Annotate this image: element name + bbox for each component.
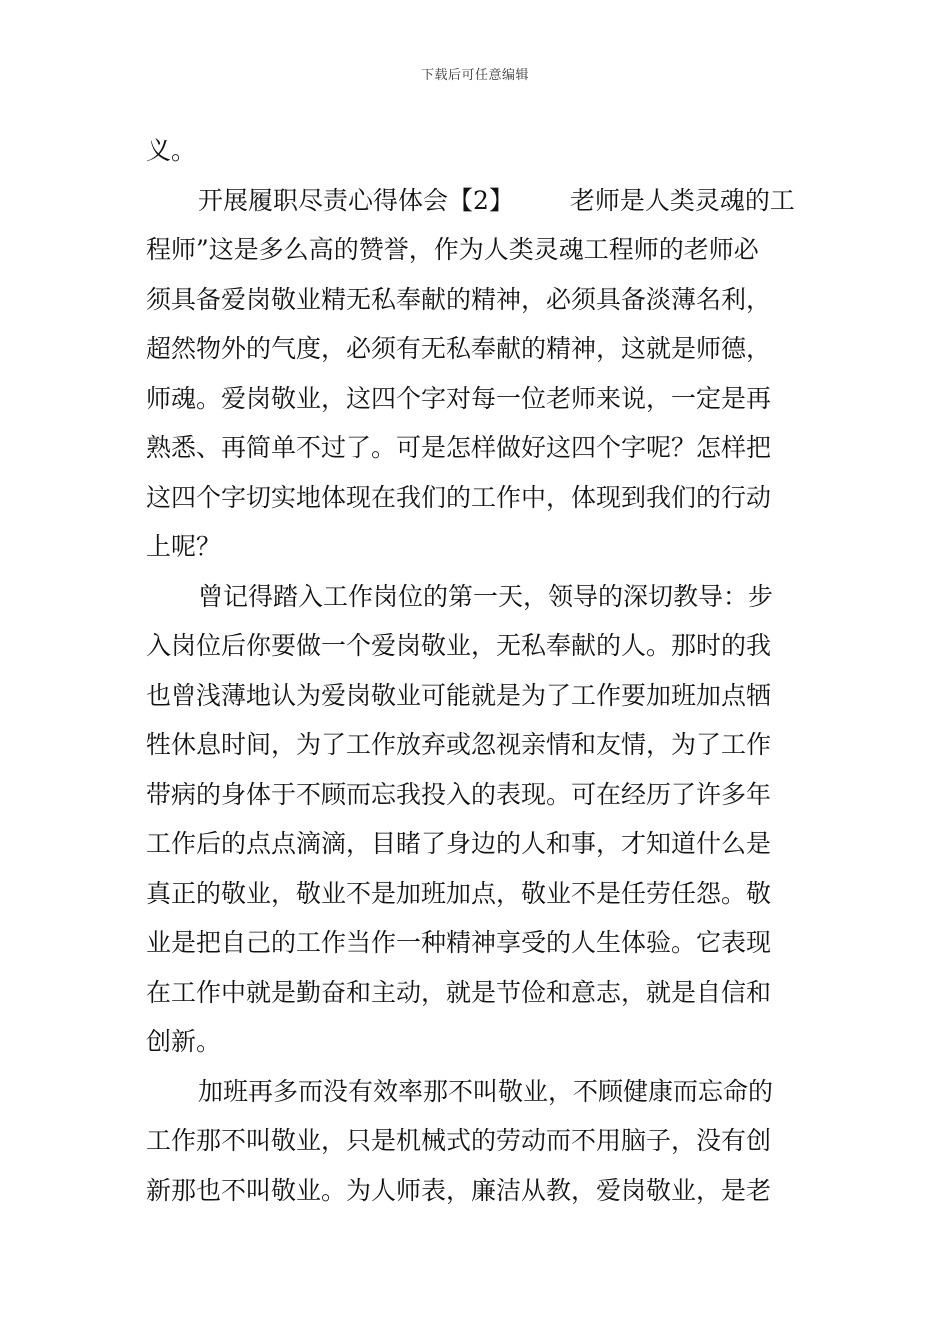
- text-line: [146, 1116, 806, 1166]
- text-line: [146, 819, 806, 869]
- line-text: 牲休息时间，为了工作放弃或忽视亲情和友情，为了工作: [146, 730, 772, 759]
- text-line: [146, 374, 806, 424]
- line-text: 业是把自己的工作当作一种精神享受的人生体验。它表现: [146, 928, 772, 957]
- text-line: [146, 918, 806, 968]
- line-text: 工作那不叫敬业，只是机械式的劳动而不用脑子，没有创: [146, 1126, 772, 1155]
- line-text: 带病的身体于不顾而忘我投入的表现。可在经历了许多年: [146, 779, 772, 809]
- line-text: 加班再多而没有效率那不叫敬业，不顾健康而忘命的: [198, 1076, 774, 1106]
- text-line: [146, 720, 806, 770]
- line-text: 这四个字切实地体现在我们的工作中，体现到我们的行动: [146, 482, 772, 512]
- text-line: [146, 176, 806, 226]
- line-text: 新那也不叫敬业。为人师表，廉洁从教，爱岗敬业，是老: [146, 1175, 772, 1205]
- text-line: [146, 572, 806, 622]
- text-line: [146, 770, 806, 820]
- text-line: [146, 126, 806, 176]
- line-text: 上呢？: [146, 532, 222, 561]
- line-text: 熟悉、再简单不过了。可是怎样做好这四个字呢？怎样把: [146, 433, 772, 462]
- text-line: [146, 621, 806, 671]
- text-line: [146, 473, 806, 523]
- document-body: [146, 126, 806, 1215]
- line-text: 师魂。爱岗敬业，这四个字对每一位老师来说，一定是再: [146, 383, 772, 413]
- text-line: [146, 1017, 806, 1067]
- line-text: 程师”这是多么高的赞誉，作为人类灵魂工程师的老师必: [146, 235, 759, 264]
- line-text: 曾记得踏入工作岗位的第一天，领导的深切教导：步: [198, 581, 774, 611]
- line-text: 入岗位后你要做一个爱岗敬业，无私奉献的人。那时的我: [146, 631, 772, 660]
- line-text: 创新。: [146, 1027, 222, 1056]
- text-line: [146, 1067, 806, 1117]
- text-line: [146, 1166, 806, 1216]
- line-text: 义。: [146, 136, 197, 165]
- page-header-note: 下载后可任意编辑: [420, 68, 529, 83]
- text-line: [146, 968, 806, 1018]
- text-line: [146, 225, 806, 275]
- text-line: [146, 275, 806, 325]
- line-text: 也曾浅薄地认为爱岗敬业可能就是为了工作要加班加点牺: [146, 680, 772, 710]
- text-line: [146, 522, 806, 572]
- text-line: [146, 671, 806, 721]
- line-text: 在工作中就是勤奋和主动，就是节俭和意志，就是自信和: [146, 977, 772, 1007]
- text-line: [146, 869, 806, 919]
- text-line: [146, 324, 806, 374]
- section-title: 开展履职尽责心得体会【2】: [198, 185, 514, 215]
- line-text: 老师是人类灵魂的工: [569, 185, 795, 215]
- line-text: 超然物外的气度，必须有无私奉献的精神，这就是师德，: [146, 334, 772, 363]
- line-text: 须具备爱岗敬业精无私奉献的精神，必须具备淡薄名利，: [146, 284, 772, 314]
- text-line: [146, 423, 806, 473]
- line-text: 真正的敬业，敬业不是加班加点，敬业不是任劳任怨。敬: [146, 878, 772, 908]
- line-text: 工作后的点点滴滴，目睹了身边的人和事，才知道什么是: [146, 829, 772, 858]
